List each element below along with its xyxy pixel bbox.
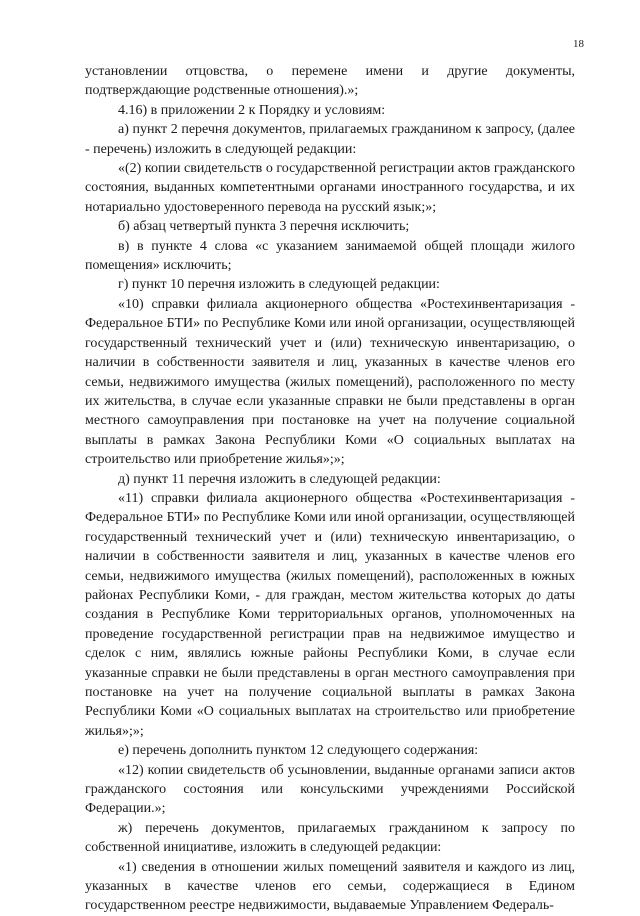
paragraph: «(2) копии свидетельств о государственной регистрации актов гражданского состояния, выданных компетентными органами иностранного государства, и их нотариально удостоверенного перевода на русский язык;»;	[85, 161, 575, 215]
paragraph: г) пункт 10 перечня изложить в следующей редакции:	[118, 277, 440, 293]
paragraph: 4.16) в приложении 2 к Порядку и условиям:	[118, 102, 386, 118]
document-body	[85, 62, 575, 916]
page-number: 18	[573, 38, 584, 50]
paragraph: «1) сведения в отношении жилых помещений заявителя и каждого из лиц, указанных в качестве членов его семьи, содержащиеся в Едином государственном реестре недвижимости, выдаваемые Управлением Федераль-	[85, 859, 575, 914]
paragraph: в) в пункте 4 слова «с указанием занимаемой общей площади жилого помещения» исключить;	[85, 238, 575, 274]
paragraph: «12) копии свидетельств об усыновлении, выданные органами записи актов гражданского состояния или консульскими учреждениями Российской Федерации.»;	[85, 762, 575, 817]
paragraph: д) пункт 11 перечня изложить в следующей редакции:	[118, 471, 441, 487]
paragraph: установлении отцовства, о перемене имени и другие документы, подтверждающие родственные отношения).»;	[85, 64, 575, 99]
paragraph: а) пункт 2 перечня документов, прилагаемых гражданином к запросу, (далее - перечень) изложить в следующей редакции:	[85, 122, 575, 157]
paragraph: б) абзац четвертый пункта 3 перечня исключить;	[118, 219, 410, 235]
paragraph: «11) справки филиала акционерного общества «Ростехинвентаризация - Федеральное БТИ» по Республике Коми или иной организации, осуществляющей государственный технический учет и (или) техническую инвентаризацию, о наличии в собственности заявителя и лиц, указанных в качестве членов его семьи, недвижимого имущества (жилых помещений), расположенных в южных районах Республики Коми, - для граждан, местом жительства которых до даты создания в Республике Коми территориальных органов, уполномоченных на проведение государственной регистрации прав на недвижимое имущество и сделок с ним, являлись южные районы Республики Коми, в случае если указанные справки не были представлены в орган местного самоуправления при постановке на учет на получение социальной выплаты в рамках Закона Республики Коми «О социальных выплатах на строительство или приобретение жилья»;»;	[85, 490, 575, 739]
paragraph: ж) перечень документов, прилагаемых гражданином к запросу по собственной инициативе, изложить в следующей редакции:	[85, 820, 575, 856]
paragraph: е) перечень дополнить пунктом 12 следующего содержания:	[118, 743, 479, 759]
paragraph: «10) справки филиала акционерного общества «Ростехинвентаризация - Федеральное БТИ» по Республике Коми или иной организации, осуществляющей государственный технический учет и (или) техническую инвентаризацию, о наличии в собственности заявителя и лиц, указанных в качестве членов его семьи, недвижимого имущества (жилых помещений), расположенного по месту их жительства, в случае если указанные справки не были представлены в орган местного самоуправления при постановке на учет на получение социальной выплаты в рамках Закона Республики Коми «О социальных выплатах на строительство или приобретение жилья»;»;	[85, 296, 575, 468]
